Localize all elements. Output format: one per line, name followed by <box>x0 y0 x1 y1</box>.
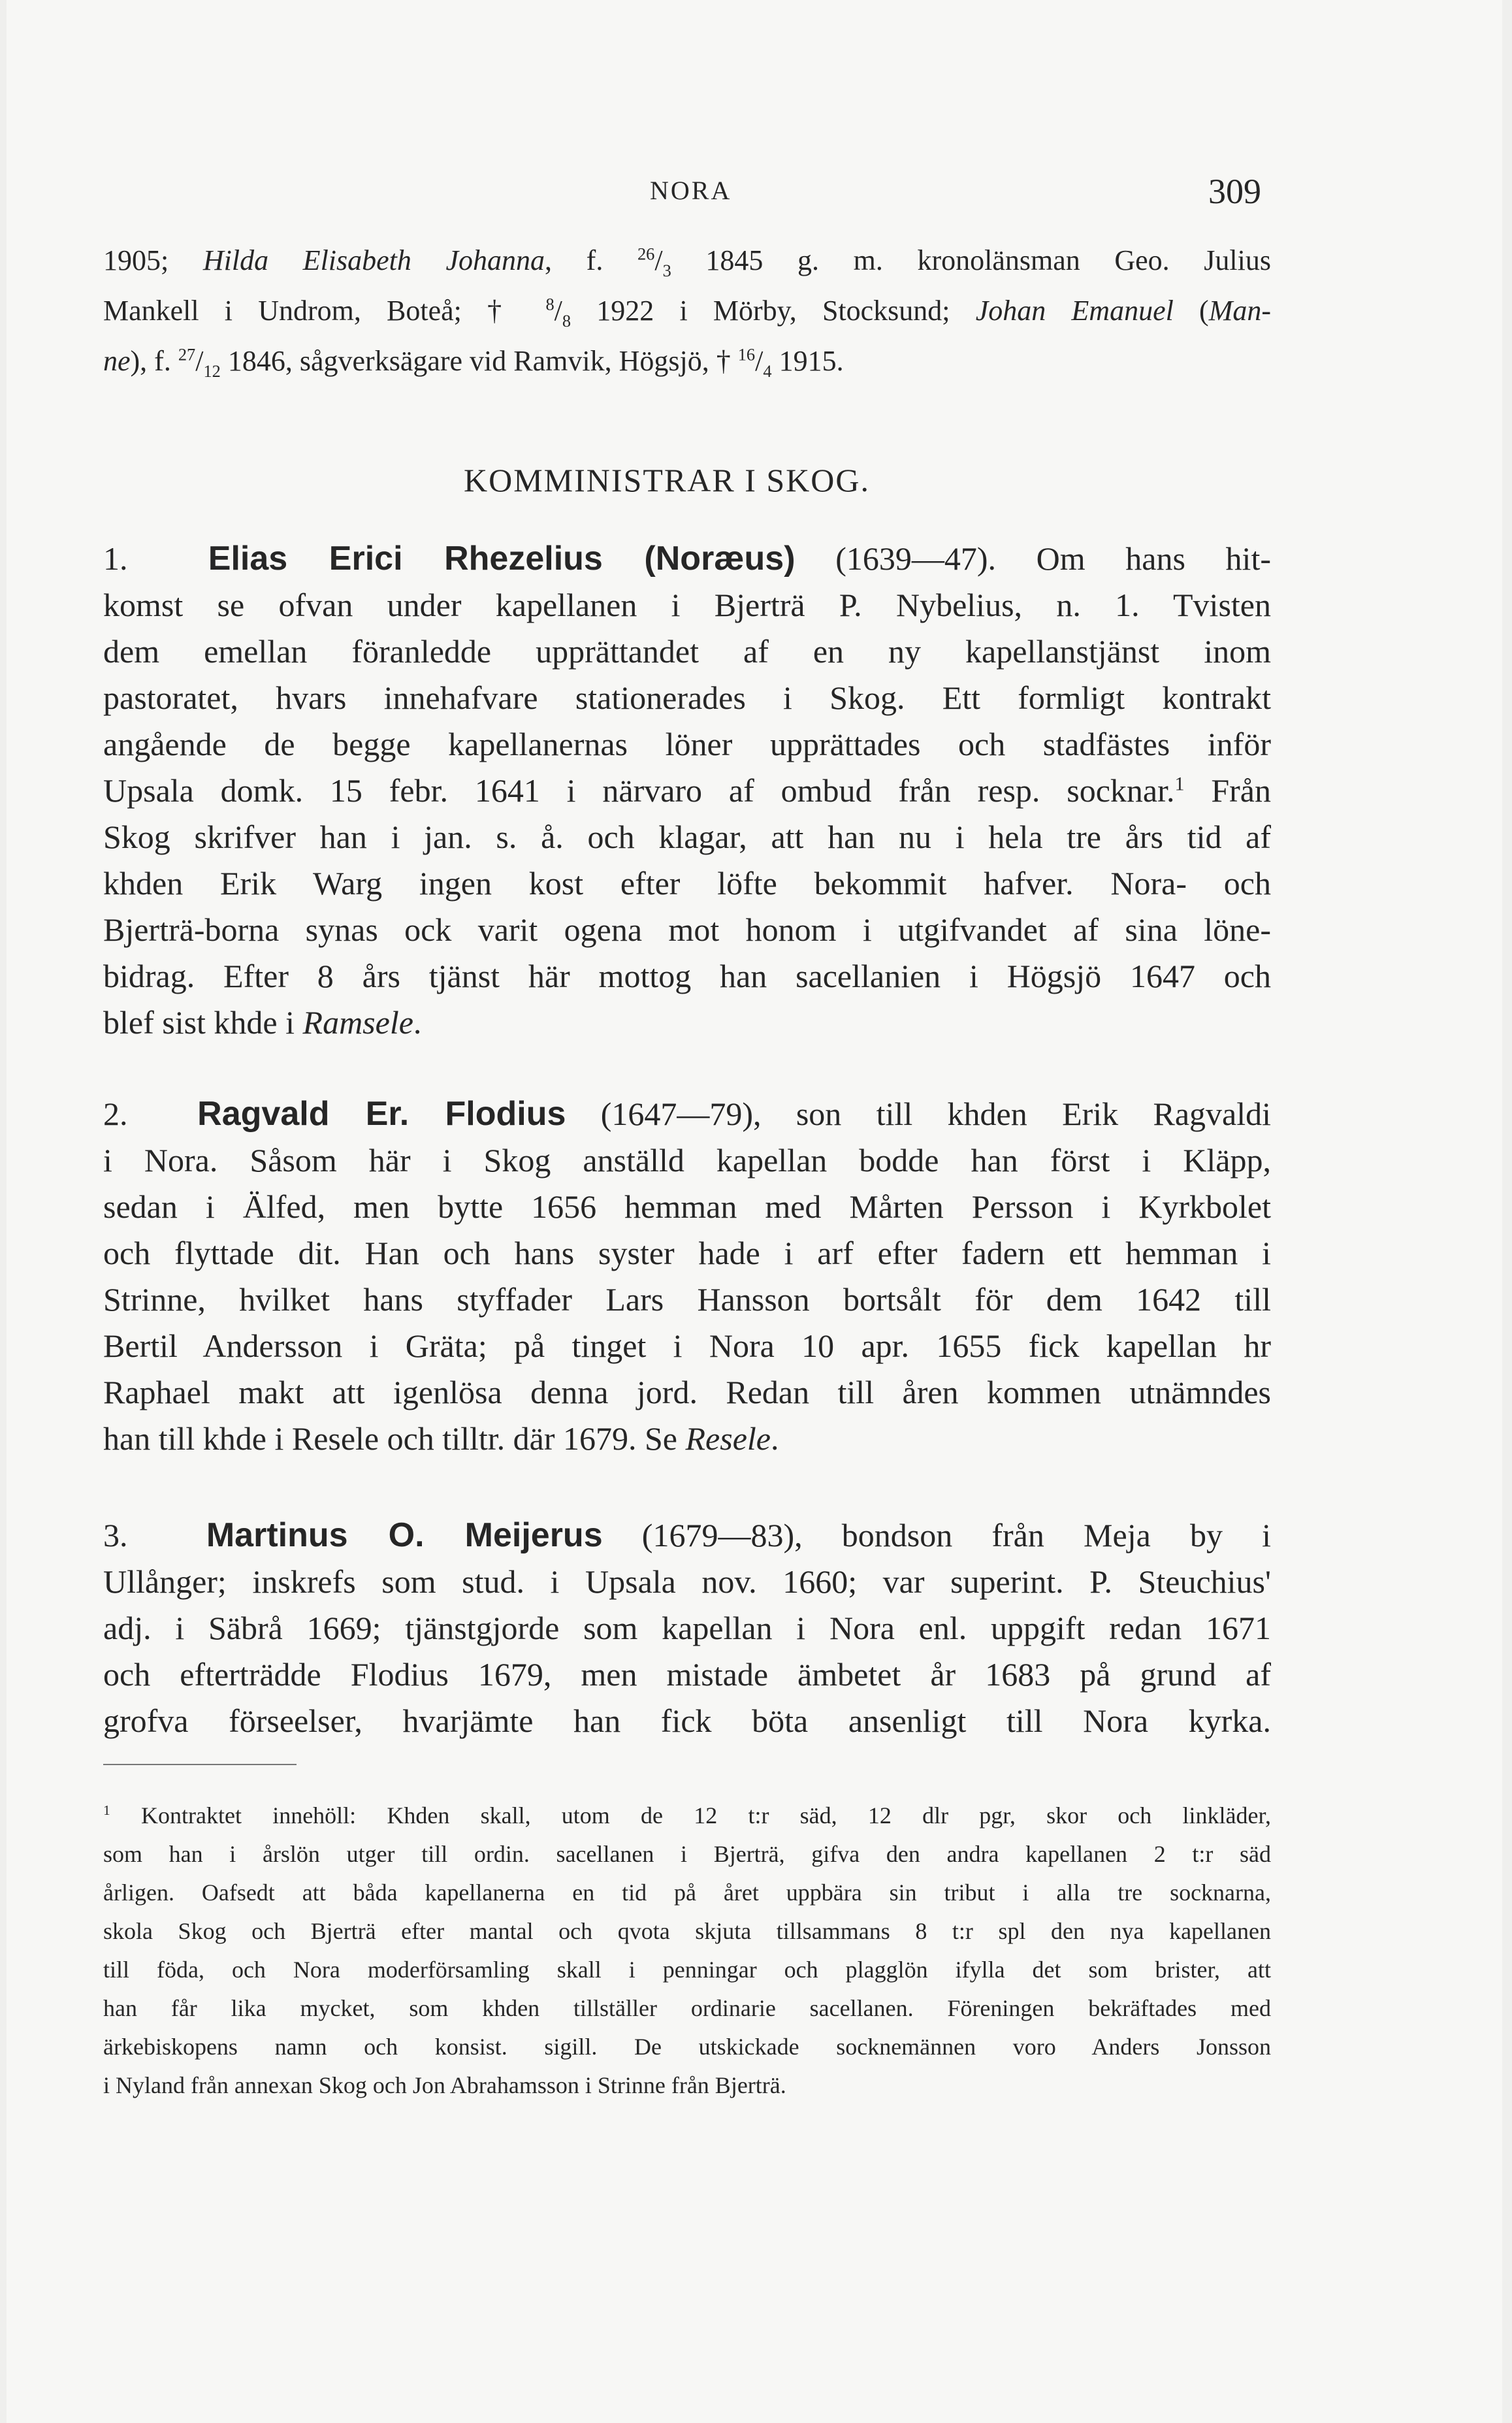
entry-2-line-2: i Nora. Såsom här i Skog anställd kapellan bodde han först i Kläpp, <box>103 1142 1271 1179</box>
entry-3-name: Martinus O. Meijerus <box>206 1516 603 1554</box>
footnote-line-5: till föda, och Nora moderförsamling skall i penningar och plagglön ifylla det som brister, att <box>103 1957 1271 1983</box>
entry-2-number: 2. <box>103 1096 128 1132</box>
entry-2-line-7: Raphael makt att igenlösa denna jord. Redan till åren kommen utnämndes <box>103 1374 1271 1410</box>
entry-1-line-10: bidrag. Efter 8 års tjänst här mottog han sacellanien i Högsjö 1647 och <box>103 958 1271 994</box>
entry-2-line-1: 2. Ragvald Er. Flodius (1647—79), son till khden Erik Ragvaldi <box>103 1095 1271 1133</box>
entry-1-name: Elias Erici Rhezelius (Noræus) <box>208 540 796 577</box>
entry-1-line-5: angående de begge kapellanernas löner upprättades och stadfästes inför <box>103 726 1271 762</box>
intro-line-2: Mankell i Undrom, Boteå; † $^8/_8$ 1922 i Mörby, Stocksund; Johan Emanuel (Man- <box>103 294 1271 331</box>
footnote-line-6: han får lika mycket, som khden tillställer ordinarie sacellanen. Föreningen bekräftades med <box>103 1995 1271 2021</box>
running-head: NORA <box>650 176 732 205</box>
book-page <box>7 0 1502 2423</box>
entry-3-line-4: och efterträdde Flodius 1679, men mistade ämbetet år 1683 på grund af <box>103 1656 1271 1693</box>
entry-2-line-5: Strinne, hvilket hans styffader Lars Hansson bortsålt för dem 1642 till <box>103 1281 1271 1318</box>
entry-1-line-7: Skog skrifver han i jan. s. å. och klagar, att han nu i hela tre års tid af <box>103 819 1271 855</box>
footnote-marker: 1 <box>103 1802 110 1818</box>
entry-3-number: 3. <box>103 1517 128 1553</box>
entry-3 <box>103 1512 1271 1744</box>
footnote-divider <box>103 1764 297 1765</box>
entry-1-line-4: pastoratet, hvars innehafvare stationerades i Skog. Ett formligt kontrakt <box>103 679 1271 716</box>
entry-2-line-8: han till khde i Resele och tilltr. där 1679. Se Resele. <box>103 1420 779 1457</box>
footnote-ref: 1 <box>1174 773 1185 795</box>
entry-1-line-9: Bjerträ-borna synas ock varit ogena mot honom i utgifvandet af sina löne- <box>103 911 1271 948</box>
page-number: 309 <box>1208 172 1261 211</box>
entry-1-line-1: 1. Elias Erici Rhezelius (Noræus) (1639—47). Om hans hit- <box>103 540 1271 577</box>
section-heading: KOMMINISTRAR I SKOG. <box>464 462 870 498</box>
entry-1-line-2: komst se ofvan under kapellanen i Bjerträ P. Nybelius, n. 1. Tvisten <box>103 587 1271 623</box>
entry-2-line-6: Bertil Andersson i Gräta; på tinget i Nora 10 apr. 1655 fick kapellan hr <box>103 1327 1271 1364</box>
entry-3-line-1: 3. Martinus O. Meijerus (1679—83), bondson från Meja by i <box>103 1516 1271 1554</box>
entry-1-line-11: blef sist khde i Ramsele. <box>103 1004 422 1041</box>
entry-1-number: 1. <box>103 540 128 577</box>
footnote-line-7: ärkebiskopens namn och konsist. sigill. De utskickade socknemännen voro Anders Jonsson <box>103 2034 1271 2060</box>
entry-1-line-6: Upsala domk. 15 febr. 1641 i närvaro af ombud från resp. socknar.$^1$ Från <box>103 772 1272 809</box>
entry-1 <box>103 536 1271 1046</box>
entry-2-line-3: sedan i Älfed, men bytte 1656 hemman med Mårten Persson i Kyrkbolet <box>103 1188 1271 1225</box>
entry-2 <box>103 1091 1271 1462</box>
footnote-line-3: årligen. Oafsedt att båda kapellanerna en tid på året uppbära sin tribut i alla tre socknarna, <box>103 1879 1271 1906</box>
entry-2-line-4: och flyttade dit. Han och hans syster hade i arf efter fadern ett hemman i <box>103 1235 1271 1271</box>
footnote <box>103 1797 1271 2105</box>
entry-3-line-2: Ullånger; inskrefs som stud. i Upsala nov. 1660; var superint. P. Steuchius' <box>103 1563 1271 1600</box>
intro-line-3: ne), f. $^{27}/_{12}$ 1846, sågverksägare vid Ramvik, Högsjö, † $^{16}/_4$ 1915. <box>103 344 844 381</box>
footnote-line-8: i Nyland från annexan Skog och Jon Abrahamsson i Strinne från Bjerträ. <box>103 2072 786 2098</box>
entry-1-line-8: khden Erik Warg ingen kost efter löfte bekommit hafver. Nora- och <box>103 865 1271 902</box>
entry-3-line-5: grofva förseelser, hvarjämte han fick böta ansenligt till Nora kyrka. <box>103 1702 1271 1739</box>
footnote-line-4: skola Skog och Bjerträ efter mantal och qvota skjuta tillsammans 8 t:r spl den nya kapellanen <box>103 1918 1271 1944</box>
intro-paragraph <box>103 240 1271 391</box>
entry-3-line-3: adj. i Säbrå 1669; tjänstgjorde som kapellan i Nora enl. uppgift redan 1671 <box>103 1610 1271 1646</box>
footnote-line-1: $^1$ Kontraktet innehöll: Khden skall, utom de 12 t:r säd, 12 dlr pgr, skor och linkläder, <box>103 1802 1271 1829</box>
entry-1-line-3: dem emellan föranledde upprättandet af en ny kapellanstjänst inom <box>103 633 1271 670</box>
intro-line-1: 1905; Hilda Elisabeth Johanna, f. $^{26}/_3$ 1845 g. m. kronolänsman Geo. Julius <box>103 244 1271 280</box>
footnote-line-2: som han i årslön utger till ordin. sacellanen i Bjerträ, gifva den andra kapellanen 2 t:r säd <box>103 1841 1271 1867</box>
entry-2-name: Ragvald Er. Flodius <box>197 1095 566 1133</box>
